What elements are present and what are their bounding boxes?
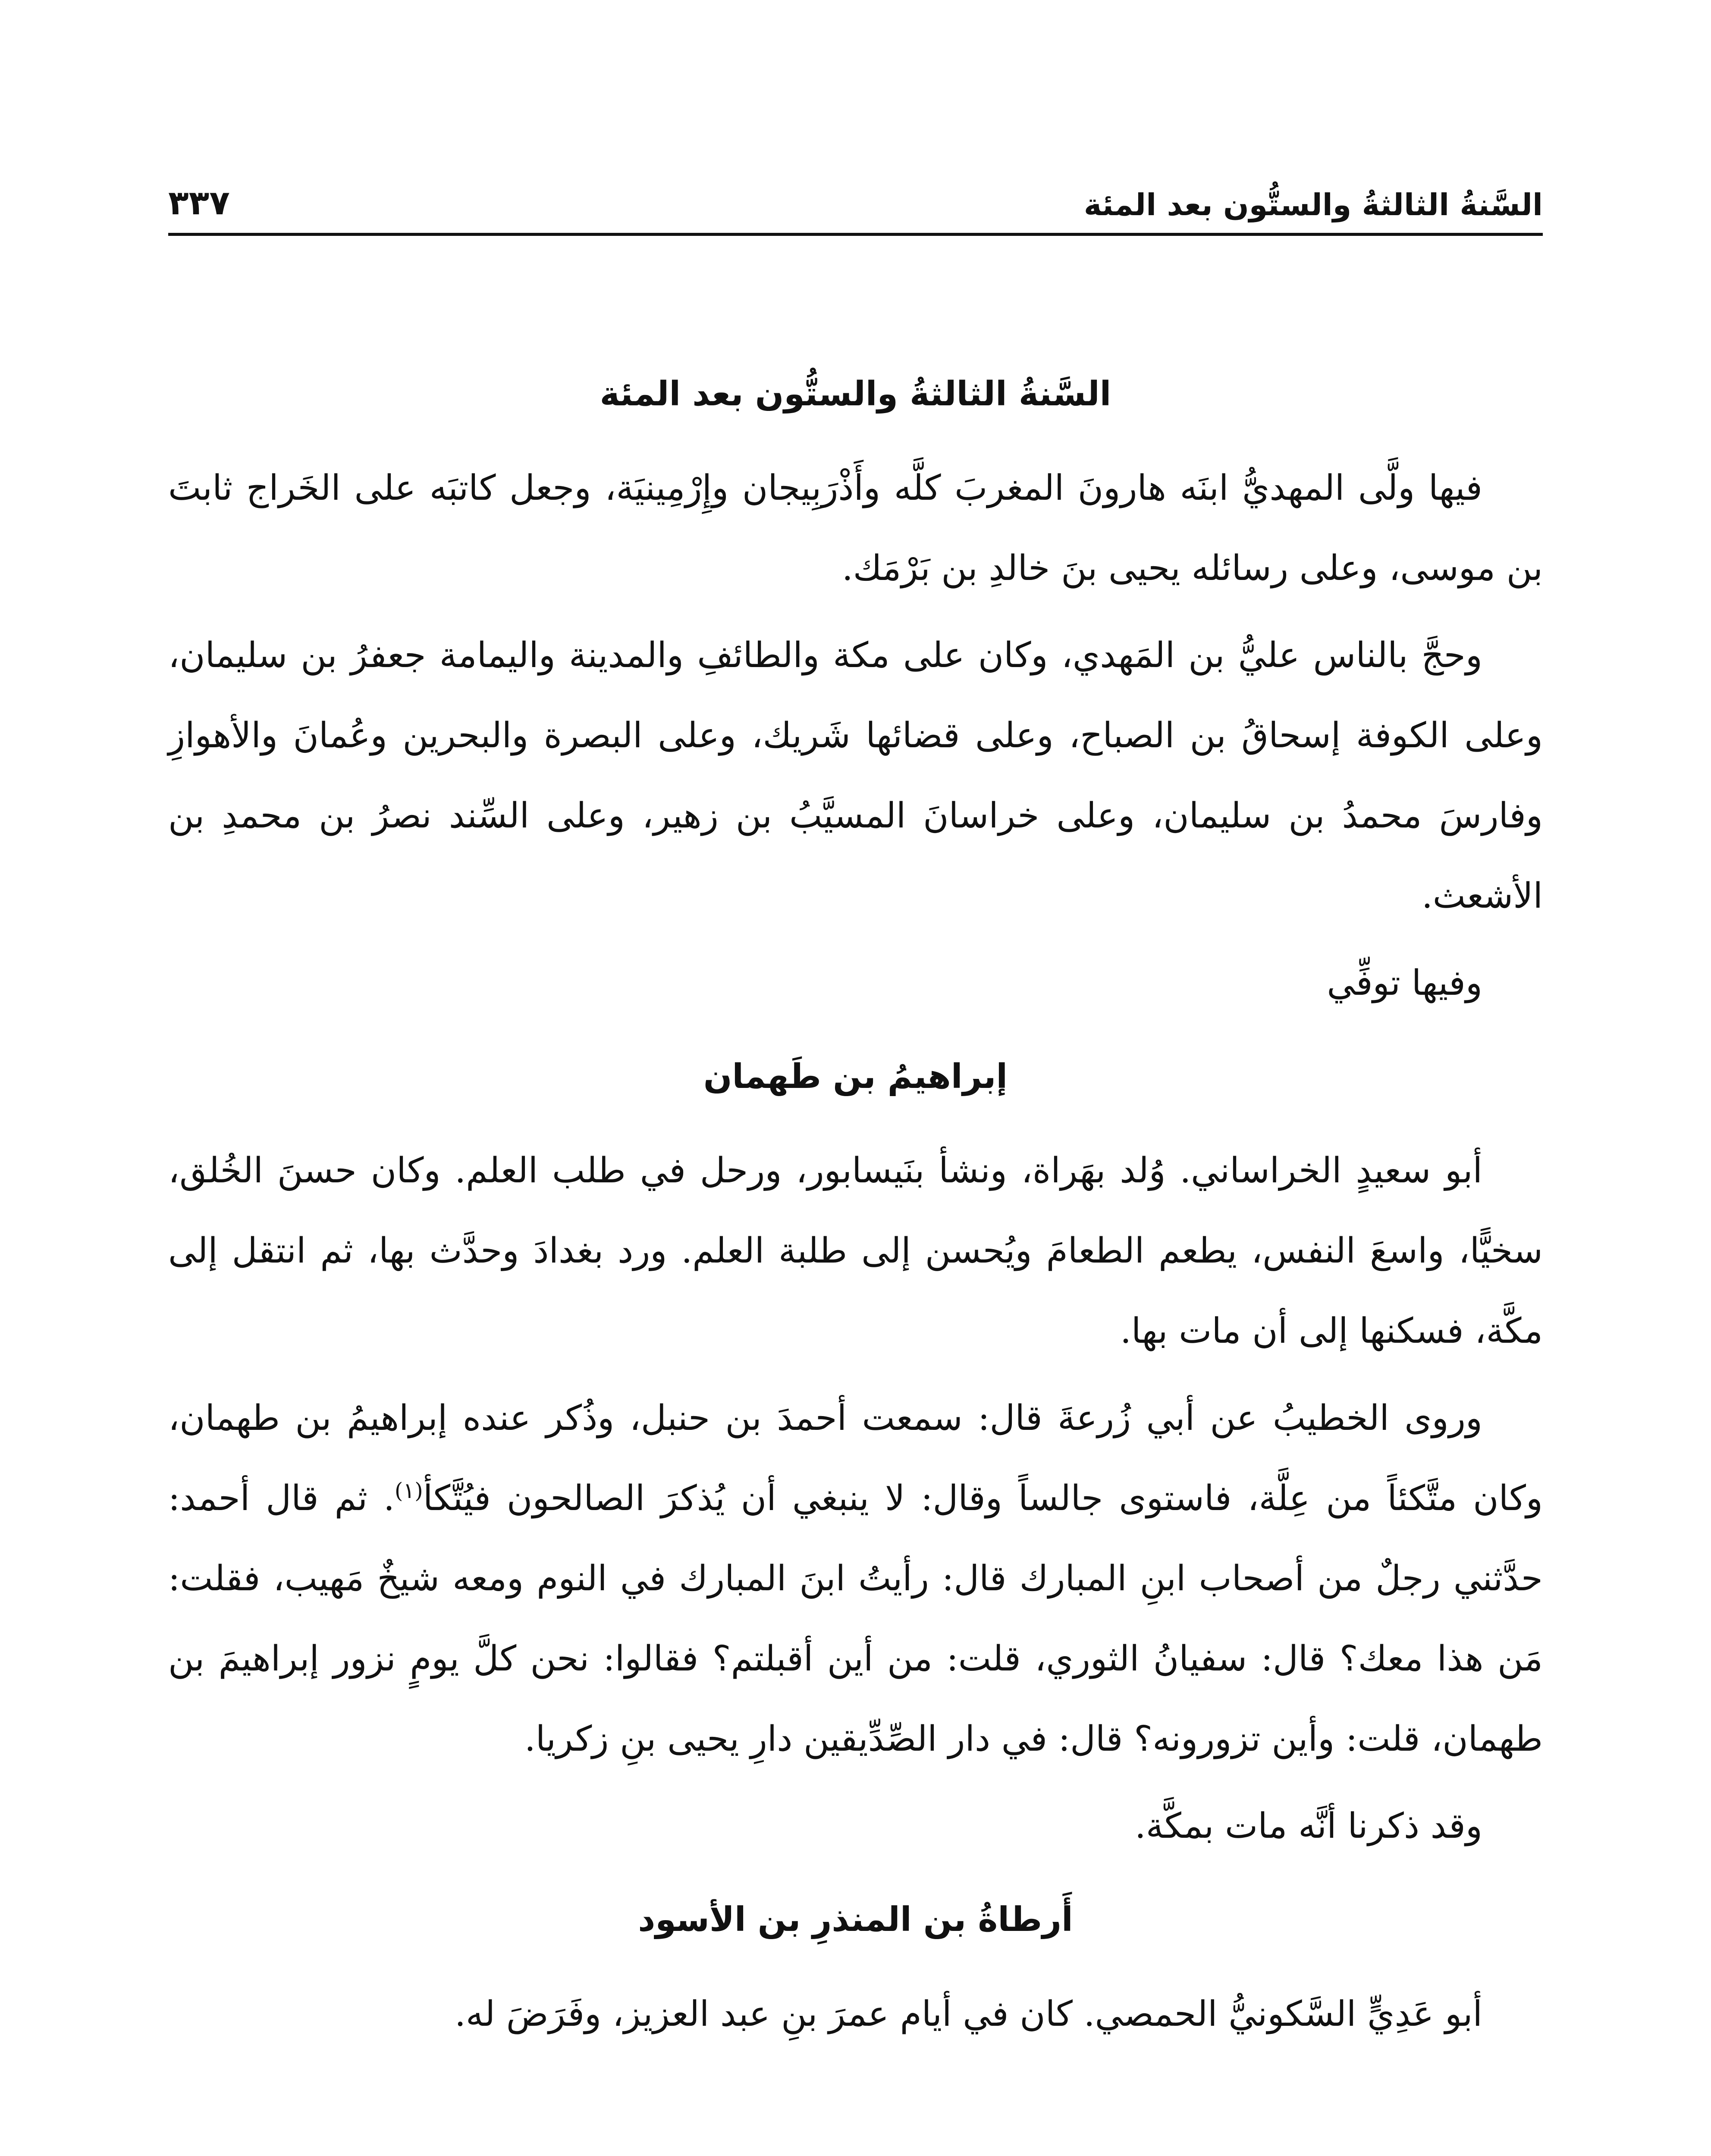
entry-title: أَرطاةُ بن المنذرِ بن الأسود (638, 1900, 1073, 1940)
paragraph-text: . ثم قال أحمد: حدَّثني رجلٌ من أصحاب ابنِ المبارك قال: رأيتُ ابنَ المبارك في النوم ومعه شيخٌ مَهيب، فقلت: مَن هذا معك؟ قال: سفيانُ الثوري، قلت: من أين أقبلتم؟ فقالوا: نحن كلَّ يومٍ نزور إبراهيمَ بن طهمان، قلت: وأين تزورونه؟ قال: في دار الصِّدِّيقين دارِ يحيى بنِ زكريا. (168, 1478, 1543, 1760)
paragraph-text: وروى الخطيبُ عن أبي زُرعةَ قال: سمعت أحمدَ بن حنبل، وذُكر عنده إبراهيمُ بن طهمان، وكان متَّكئاً من عِلَّة، فاستوى جالساً وقال: لا ينبغي أن يُذكرَ الصالحون فيُتَّكأ (168, 1398, 1543, 1519)
running-title: السَّنةُ الثالثةُ والستُّون بعد المئة (1083, 187, 1543, 222)
running-header (168, 164, 1543, 220)
footnoted-paragraph (168, 1378, 1543, 1779)
paragraph: وفيها توفِّي (1327, 963, 1482, 1004)
section-title: السَّنةُ الثالثةُ والستُّون بعد المئة (600, 375, 1111, 414)
body-text (168, 371, 1543, 2061)
paragraph: أبو عَدِيٍّ السَّكونيُّ الحمصي. كان في أيام عمرَ بنِ عبد العزيز، وفَرَضَ له. (455, 1993, 1482, 2034)
paragraph: وحجَّ بالناس عليُّ بن المَهدي، وكان على مكة والطائفِ والمدينة واليمامة جعفرُ بن سليمان، وعلى الكوفة إسحاقُ بن الصباح، وعلى قضائها شَريك، وعلى البصرة والبحرين وعُمانَ والأهوازِ وفارسَ محمدُ بن سليمان، وعلى خراسانَ المسيَّبُ بن زهير، وعلى السِّند نصرُ بن محمدِ بن الأشعث. (168, 635, 1543, 917)
paragraph: فيها ولَّى المهديُّ ابنَه هارونَ المغربَ كلَّه وأَذْرَبِيجان وإِرْمِينيَة، وجعل كاتبَه على الخَراج ثابتَ بن موسى، وعلى رسائله يحيى بنَ خالدِ بن بَرْمَك. (168, 468, 1543, 589)
paragraph: أبو سعيدٍ الخراساني. وُلد بهَراة، ونشأ بنَيسابور، ورحل في طلب العلم. وكان حسنَ الخُلق، سخيًّا، واسعَ النفس، يطعم الطعامَ ويُحسن إلى طلبة العلم. ورد بغدادَ وحدَّث بها، ثم انتقل إلى مكَّة، فسكنها إلى أن مات بها. (168, 1150, 1543, 1352)
header-rule (168, 233, 1543, 236)
footnote-marker: (١) (394, 1478, 423, 1504)
entry-title: إبراهيمُ بن طَهمان (703, 1057, 1008, 1097)
page-number: ٣٣٧ (168, 184, 230, 222)
paragraph: وقد ذكرنا أنَّه مات بمكَّة. (1135, 1806, 1482, 1847)
